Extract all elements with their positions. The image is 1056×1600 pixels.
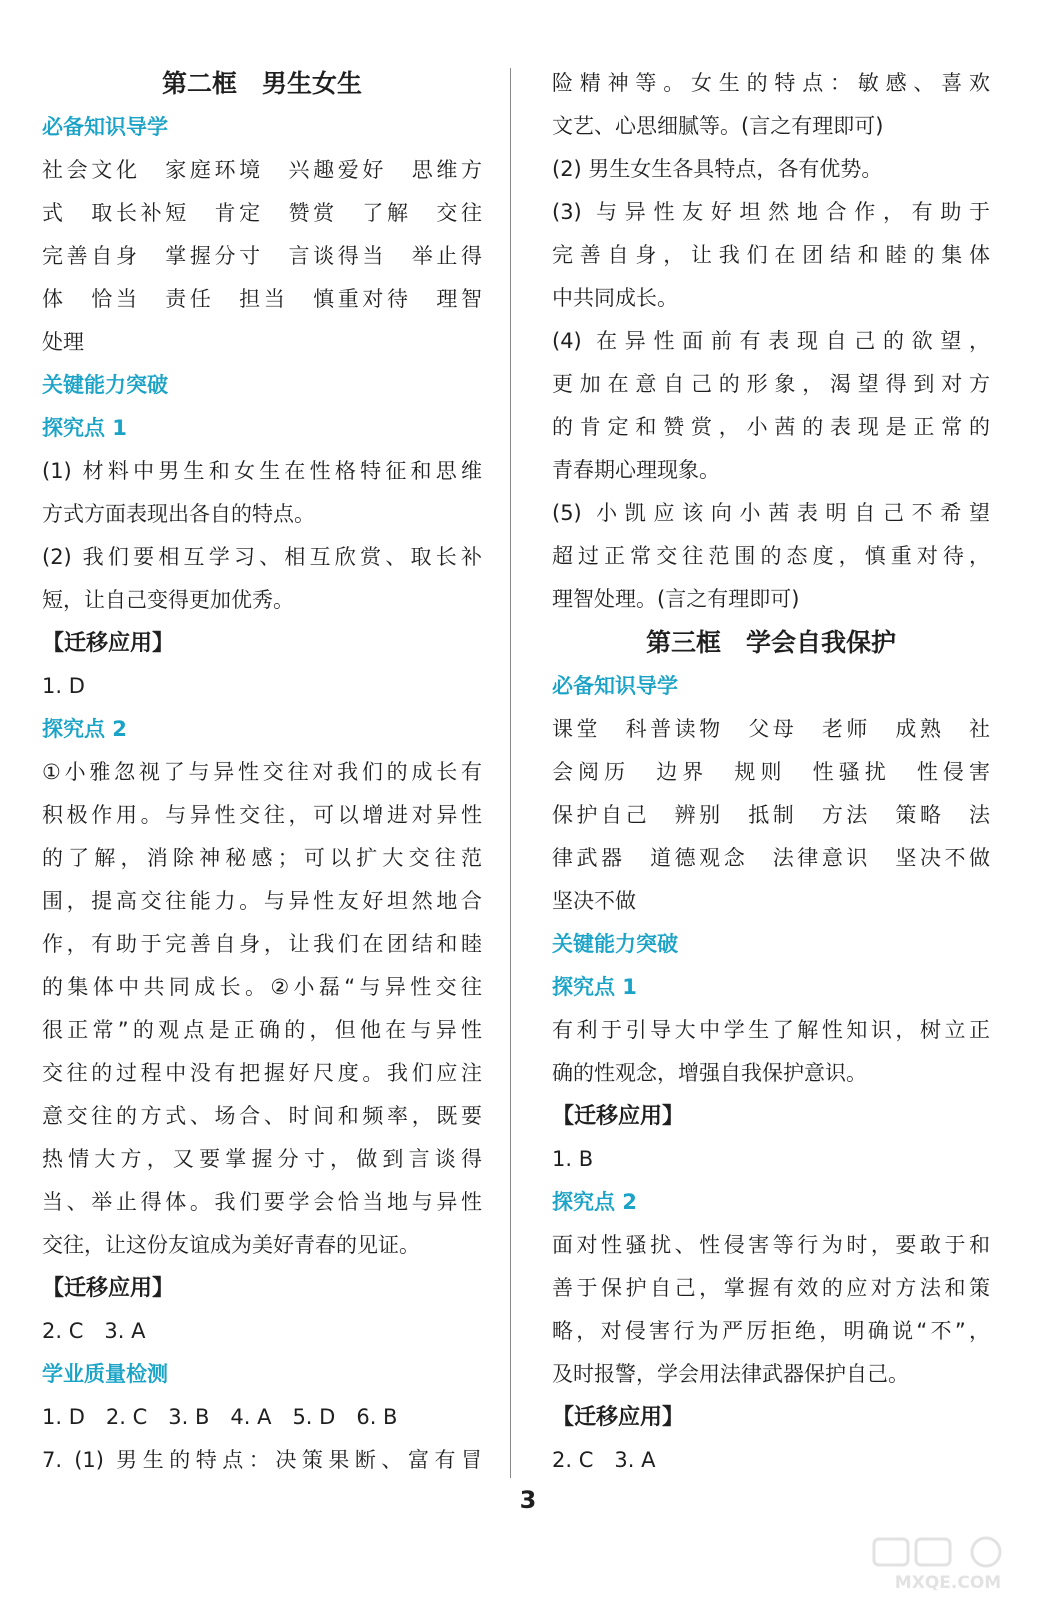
section-heading: 学业质量检测 — [42, 1362, 168, 1386]
text-line: 的了解，消除神秘感；可以扩大交往范 — [42, 846, 482, 870]
text-line: 及时报警，学会用法律武器保护自己。 — [552, 1362, 909, 1386]
text-line: (4) 在异性面前有表现自己的欲望， — [552, 329, 990, 353]
text-line: 确的性观念，增强自我保护意识。 — [552, 1061, 867, 1085]
text-line: 交往的过程中没有把握好尺度。我们应注 — [42, 1061, 482, 1085]
text-line: 当、举止得体。我们要学会恰当地与异性 — [42, 1190, 482, 1214]
text-line: 的集体中共同成长。②小磊“与异性交往 — [42, 975, 482, 999]
text-line: 1. D — [42, 674, 85, 698]
subsection-heading: 【迁移应用】 — [552, 1104, 685, 1129]
text-line: 的肯定和赞赏，小茜的表现是正常的 — [552, 415, 990, 439]
section-heading: 必备知识导学 — [42, 115, 168, 139]
text-line: 式 取长补短 肯定 赞赏 了解 交往 — [42, 201, 482, 225]
text-line: 更加在意自己的形象，渴望得到对方 — [552, 372, 990, 396]
text-line: 善于保护自己，掌握有效的应对方法和策 — [552, 1276, 990, 1300]
text-line: ①小雅忽视了与异性交往对我们的成长有 — [42, 760, 482, 784]
section-heading: 探究点 2 — [552, 1190, 637, 1214]
text-line: 7. (1) 男生的特点：决策果断、富有冒 — [42, 1448, 482, 1472]
watermark-text: MXQE.COM — [894, 1573, 1002, 1593]
text-line: (2) 我们要相互学习、相互欣赏、取长补 — [42, 545, 482, 569]
text-line: 处理 — [42, 330, 84, 354]
text-line: 课堂 科普读物 父母 老师 成熟 社 — [552, 717, 990, 741]
text-line: 面对性骚扰、性侵害等行为时，要敢于和 — [552, 1233, 990, 1257]
text-line: 律武器 道德观念 法律意识 坚决不做 — [552, 846, 990, 870]
text-line: 1. B — [552, 1147, 594, 1171]
text-line: 理智处理。(言之有理即可) — [552, 587, 800, 611]
text-line: (3) 与异性友好坦然地合作，有助于 — [552, 200, 990, 224]
text-line: 积极作用。与异性交往，可以增进对异性 — [42, 803, 482, 827]
right-column — [552, 62, 990, 1482]
text-line: 文艺、心思细腻等。(言之有理即可) — [552, 114, 884, 138]
text-line: 作，有助于完善自身，让我们在团结和睦 — [42, 932, 482, 956]
text-line: 超过正常交往范围的态度，慎重对待， — [552, 544, 990, 568]
text-line: 保护自己 辨别 抵制 方法 策略 法 — [552, 803, 990, 827]
text-line: (1) 材料中男生和女生在性格特征和思维 — [42, 459, 482, 483]
text-line: 青春期心理现象。 — [552, 458, 720, 482]
text-line: 社会文化 家庭环境 兴趣爱好 思维方 — [42, 158, 482, 182]
section-heading: 探究点 1 — [42, 416, 127, 440]
section-heading: 关键能力突破 — [42, 373, 168, 397]
text-line: 意交往的方式、场合、时间和频率，既要 — [42, 1104, 482, 1128]
left-column — [42, 62, 482, 1482]
text-line: (5) 小凯应该向小茜表明自己不希望 — [552, 501, 990, 525]
text-line: (2) 男生女生各具特点，各有优势。 — [552, 157, 883, 181]
section-heading: 探究点 2 — [42, 717, 127, 741]
subsection-heading: 【迁移应用】 — [42, 1276, 175, 1301]
subsection-heading: 【迁移应用】 — [552, 1405, 685, 1430]
text-line: 很正常”的观点是正确的，但他在与异性 — [42, 1018, 482, 1042]
section-heading: 探究点 1 — [552, 975, 637, 999]
column-divider — [510, 68, 511, 1478]
text-line: 方式方面表现出各自的特点。 — [42, 502, 315, 526]
text-line: 2. C 3. A — [42, 1319, 146, 1343]
text-line: 会阅历 边界 规则 性骚扰 性侵害 — [552, 760, 990, 784]
text-line: 围，提高交往能力。与异性友好坦然地合 — [42, 889, 482, 913]
text-line: 热情大方，又要掌握分寸，做到言谈得 — [42, 1147, 482, 1171]
text-line: 有利于引导大中学生了解性知识，树立正 — [552, 1018, 990, 1042]
text-line: 2. C 3. A — [552, 1448, 656, 1472]
text-line: 完善自身 掌握分寸 言谈得当 举止得 — [42, 244, 482, 268]
section-heading: 关键能力突破 — [552, 932, 678, 956]
chapter-title: 第三框 学会自我保护 — [645, 628, 896, 657]
subsection-heading: 【迁移应用】 — [42, 631, 175, 656]
text-line: 略，对侵害行为严厉拒绝，明确说“不”， — [552, 1319, 990, 1343]
section-heading: 必备知识导学 — [552, 674, 678, 698]
text-line: 完善自身，让我们在团结和睦的集体 — [552, 243, 990, 267]
text-line: 中共同成长。 — [552, 286, 678, 310]
page-number: 3 — [519, 1486, 537, 1514]
text-line: 体 恰当 责任 担当 慎重对待 理智 — [42, 287, 482, 311]
chapter-title: 第二框 男生女生 — [161, 69, 362, 98]
watermark-logo — [868, 1536, 1028, 1594]
text-line: 短，让自己变得更加优秀。 — [42, 588, 294, 612]
text-line: 险精神等。女生的特点：敏感、喜欢 — [552, 71, 990, 95]
text-line: 交往，让这份友谊成为美好青春的见证。 — [42, 1233, 420, 1257]
text-line: 1. D 2. C 3. B 4. A 5. D 6. B — [42, 1405, 398, 1429]
text-line: 坚决不做 — [552, 889, 636, 913]
